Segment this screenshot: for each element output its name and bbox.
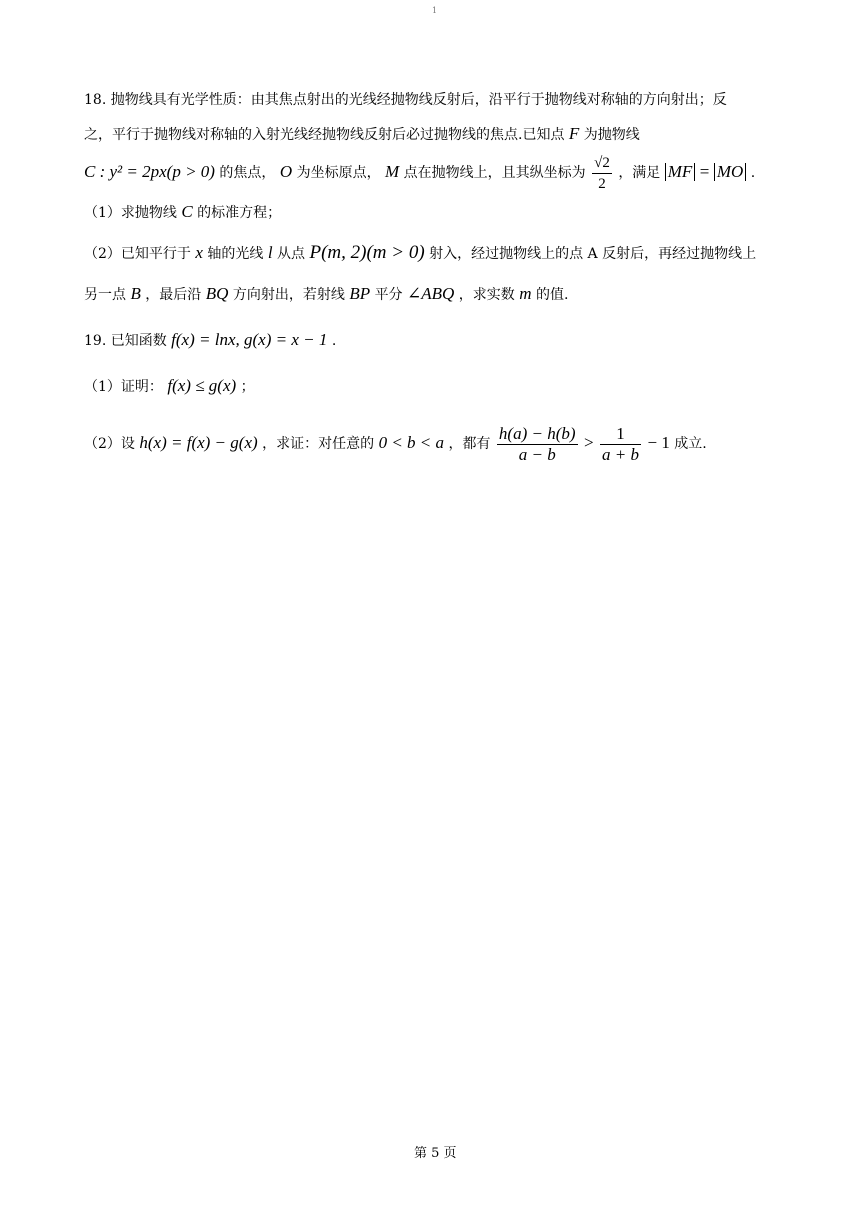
variable-x: x [195,243,203,262]
part-label: （1）证明： [84,379,163,395]
q19-text: ，求证：对任意的 [262,436,375,452]
condition-b-a: 0 < b < a [378,433,445,452]
q18-text: 从点 [277,246,306,262]
q18-text: 方向射出，若射线 [232,287,345,303]
q18-text: 之，平行于抛物线对称轴的入射光线经抛物线反射后必过抛物线的焦点.已知点 [84,127,565,143]
q18-line-3 [84,152,755,194]
fraction-numerator: √2 [592,153,612,174]
q18-text: 另一点 [84,287,126,303]
q18-text: 的标准方程； [197,205,282,221]
q18-line-1: 18. 抛物线具有光学性质：由其焦点射出的光线经抛物线反射后，沿平行于抛物线对称轴的方向射出；反 [84,92,727,108]
fraction-denominator: 2 [598,175,606,192]
q19-text: ； [240,379,255,395]
point-p: P(m, 2)(m > 0) [309,242,425,263]
abs-mf: MF [665,163,696,181]
point-m: M [385,162,400,181]
q19-intro [84,330,336,351]
equals-sign: = [699,162,710,181]
q18-part-2-line-1 [84,240,756,267]
function-definitions: f(x) = lnx, g(x) = x − 1 [171,330,328,349]
ray-bq: BQ [205,284,229,303]
q19-text: . [331,333,337,349]
reciprocal-fraction [600,424,641,465]
part-label: （2）已知平行于 [84,246,191,262]
part-label: （1）求抛物线 [84,205,177,221]
parabola-equation: C : y² = 2px(p > 0) [84,162,215,181]
q19-text: 成立. [674,436,707,452]
parabola-c: C [181,202,193,221]
q18-text: 的值. [535,287,569,303]
header-mark: 1 [432,6,438,15]
fraction-numerator: h(a) − h(b) [498,423,576,443]
q18-part-2-line-2 [84,284,568,305]
q18-text: 为坐标原点， [296,165,381,181]
q19-part-2 [84,420,707,467]
greater-than-sign: > [584,433,594,452]
function-h: h(x) = f(x) − g(x) [139,433,258,452]
q18-text: 点在抛物线上，且其纵坐标为 [403,165,586,181]
q18-text: ，求实数 [458,287,515,303]
q18-text: ，满足 [618,165,661,181]
difference-quotient-fraction [497,424,578,465]
variable-m: m [519,284,532,303]
abs-mo: MO [714,163,746,181]
q18-text: ，最后沿 [145,287,202,303]
minus-one: − 1 [647,433,670,452]
q19-text: ，都有 [448,436,491,452]
q18-text: . [750,165,756,181]
fraction-denominator: a − b [518,444,556,464]
q18-text: 射入，经过抛物线上的点 A 反射后，再经过抛物线上 [429,246,757,262]
ray-bp: BP [349,284,371,303]
q18-line-2 [84,124,640,145]
angle-abq: ∠ABQ [407,284,455,303]
q19-text: 19. 已知函数 [84,333,167,349]
point-f: F [568,124,580,143]
q18-text: 的焦点， [219,165,276,181]
sqrt2-over-2-fraction [592,153,612,194]
inequality-f-le-g: f(x) ≤ g(x) [167,376,237,395]
fraction-denominator: a + b [602,444,640,464]
q19-part-1 [84,376,255,397]
point-o: O [279,162,293,181]
q18-part-1 [84,202,281,223]
q18-text: 平分 [374,287,403,303]
light-ray-l: l [267,243,273,262]
fraction-numerator: 1 [600,424,641,445]
q18-text: 轴的光线 [207,246,264,262]
point-b: B [130,284,141,303]
page-footer: 第 5 页 [414,1146,457,1161]
q18-text: 为抛物线 [583,127,640,143]
part-label: （2）设 [84,436,135,452]
